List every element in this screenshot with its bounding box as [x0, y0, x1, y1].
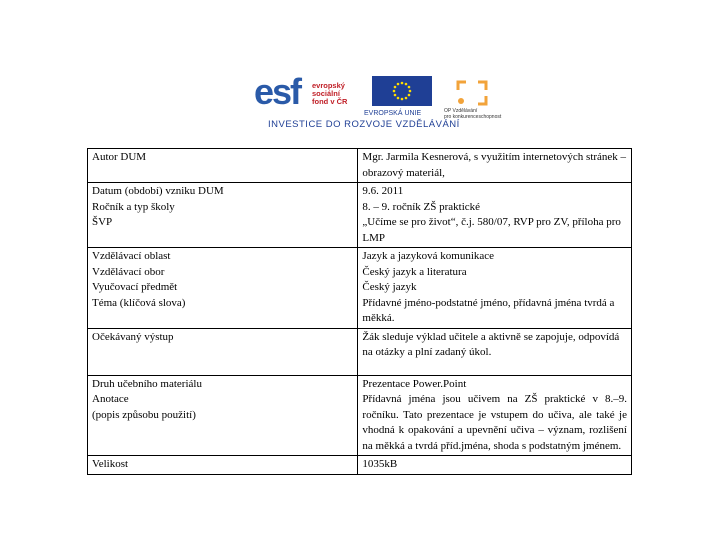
eu-flag-icon [372, 76, 432, 106]
row-value: 9.6. 2011 8. – 9. ročník ZŠ praktické „Učíme se pro život“, č.j. 580/07, RVP pro ZV, příloha pro LMP [358, 183, 632, 248]
op-logo-icon [452, 76, 492, 106]
logo-tagline: INVESTICE DO ROZVOJE VZDĚLÁVÁNÍ [268, 119, 460, 130]
logo-banner [232, 68, 516, 132]
table-row [88, 183, 632, 248]
row-label: Autor DUM [88, 149, 358, 183]
row-label: Datum (období) vzniku DUM Ročník a typ školy ŠVP [88, 183, 358, 248]
row-value: Jazyk a jazyková komunikace Český jazyk a literatura Český jazyk Přídavné jméno-podstatné jméno, přídavná jména tvrdá a měkká. [358, 248, 632, 329]
row-value: Žák sleduje výklad učitele a aktivně se zapojuje, odpovídá na otázky a plní zadaný úkol. [358, 328, 632, 375]
table-row [88, 456, 632, 475]
row-label: Velikost [88, 456, 358, 475]
row-label: Vzdělávací oblast Vzdělávací obor Vyučovací předmět Téma (klíčová slova) [88, 248, 358, 329]
esf-logo-subtitle: evropský sociální fond v ČR [312, 81, 348, 106]
table-row [88, 149, 632, 183]
table-row [88, 328, 632, 375]
row-value: 1035kB [358, 456, 632, 475]
row-label: Očekávaný výstup [88, 328, 358, 375]
row-value: Mgr. Jarmila Kesnerová, s využitím internetových stránek – obrazový materiál, [358, 149, 632, 183]
esf-logo [254, 71, 350, 112]
table-row [88, 248, 632, 329]
row-label: Druh učebního materiálu Anotace (popis způsobu použití) [88, 375, 358, 456]
eu-caption: EVROPSKÁ UNIE [364, 110, 422, 117]
table-row [88, 375, 632, 456]
dum-info-table [87, 148, 632, 475]
op-caption: OP Vzdělávání pro konkurenceschopnost [444, 108, 502, 120]
row-value: Prezentace Power.Point Přídavná jména jsou učivem na ZŠ praktické v 8.–9. ročníku. Tato prezentace je vstupem do učiva, ale také je vhodná k opakování a upevnění učiva – význam, rozlišení na měkká a tvrdá příd.jména, shoda s podstatným jménem. [358, 375, 632, 456]
esf-logo-mark: esf [254, 71, 301, 112]
